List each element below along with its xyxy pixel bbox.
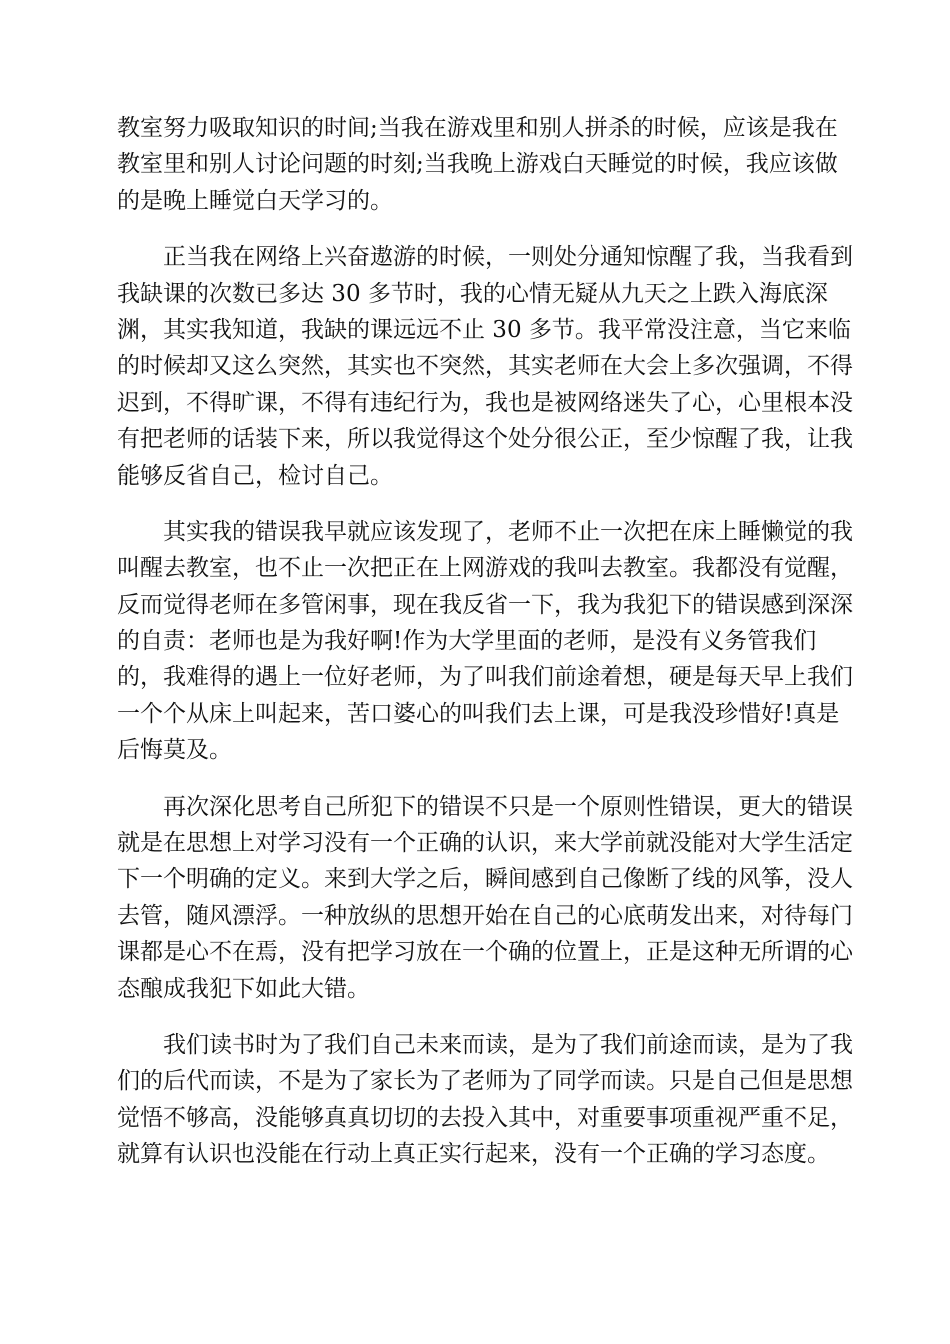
text-line: 一个个从床上叫起来，苦口婆心的叫我们去上课，可是我没珍惜好!真是 bbox=[117, 700, 840, 727]
text-line: 再次深化思考自己所犯下的错误不只是一个原则性错误，更大的错误 bbox=[163, 793, 853, 820]
text-line: 我们读书时为了我们自己未来而读，是为了我们前途而读，是为了我 bbox=[163, 1031, 853, 1058]
text-line: 正当我在网络上兴奋遨游的时候，一则处分通知惊醒了我，当我看到 bbox=[163, 244, 853, 271]
text-line: 能够反省自己，检讨自己。 bbox=[117, 462, 393, 489]
text-line: 渊，其实我知道，我缺的课远远不止 30 多节。我平常没注意，当它来临 bbox=[117, 316, 851, 343]
document-body bbox=[117, 110, 853, 1193]
text-line: 其实我的错误我早就应该发现了，老师不止一次把在床上睡懒觉的我 bbox=[163, 518, 853, 545]
text-line: 反而觉得老师在多管闲事，现在我反省一下，我为我犯下的错误感到深深 bbox=[117, 591, 853, 618]
text-line: 我缺课的次数已多达 30 多节时，我的心情无疑从九天之上跌入海底深 bbox=[117, 280, 828, 307]
text-line: 课都是心不在焉，没有把学习放在一个确的位置上，正是这种无所谓的心 bbox=[117, 939, 853, 966]
text-line: 的是晚上睡觉白天学习的。 bbox=[117, 187, 393, 214]
text-line: 态酿成我犯下如此大错。 bbox=[117, 975, 370, 1002]
paragraph-4 bbox=[117, 789, 853, 1007]
text-line: 的自责：老师也是为我好啊!作为大学里面的老师，是没有义务管我们 bbox=[117, 628, 817, 655]
paragraph-3 bbox=[117, 514, 853, 769]
text-line: 教室里和别人讨论问题的时刻;当我晚上游戏白天睡觉的时候，我应该做 bbox=[117, 151, 838, 178]
paragraph-5 bbox=[117, 1027, 853, 1173]
text-line: 教室努力吸取知识的时间;当我在游戏里和别人拼杀的时候，应该是我在 bbox=[117, 115, 838, 141]
paragraph-1 bbox=[117, 110, 837, 219]
text-line: 觉悟不够高，没能够真真切切的去投入其中，对重要事项重视严重不足， bbox=[117, 1104, 853, 1131]
text-line: 就算有认识也没能在行动上真正实行起来，没有一个正确的学习态度。 bbox=[117, 1141, 830, 1168]
text-line: 叫醒去教室，也不止一次把正在上网游戏的我叫去教室。我都没有觉醒， bbox=[117, 555, 853, 582]
text-line: 后悔莫及。 bbox=[117, 737, 232, 764]
paragraph-2 bbox=[117, 239, 853, 494]
text-line: 的时候却又这么突然，其实也不突然，其实老师在大会上多次强调，不得 bbox=[117, 353, 853, 380]
text-line: 们的后代而读，不是为了家长为了老师为了同学而读。只是自己但是思想 bbox=[117, 1068, 853, 1095]
text-line: 的，我难得的遇上一位好老师，为了叫我们前途着想，硬是每天早上我们 bbox=[117, 664, 853, 691]
text-line: 就是在思想上对学习没有一个正确的认识，来大学前就没能对大学生活定 bbox=[117, 830, 853, 857]
text-line: 去管，随风漂浮。一种放纵的思想开始在自己的心底萌发出来，对待每门 bbox=[117, 902, 853, 929]
text-line: 迟到，不得旷课，不得有违纪行为，我也是被网络迷失了心，心里根本没 bbox=[117, 389, 853, 416]
text-line: 下一个明确的定义。来到大学之后，瞬间感到自己像断了线的风筝，没人 bbox=[117, 866, 853, 893]
text-line: 有把老师的话装下来，所以我觉得这个处分很公正，至少惊醒了我，让我 bbox=[117, 426, 853, 453]
